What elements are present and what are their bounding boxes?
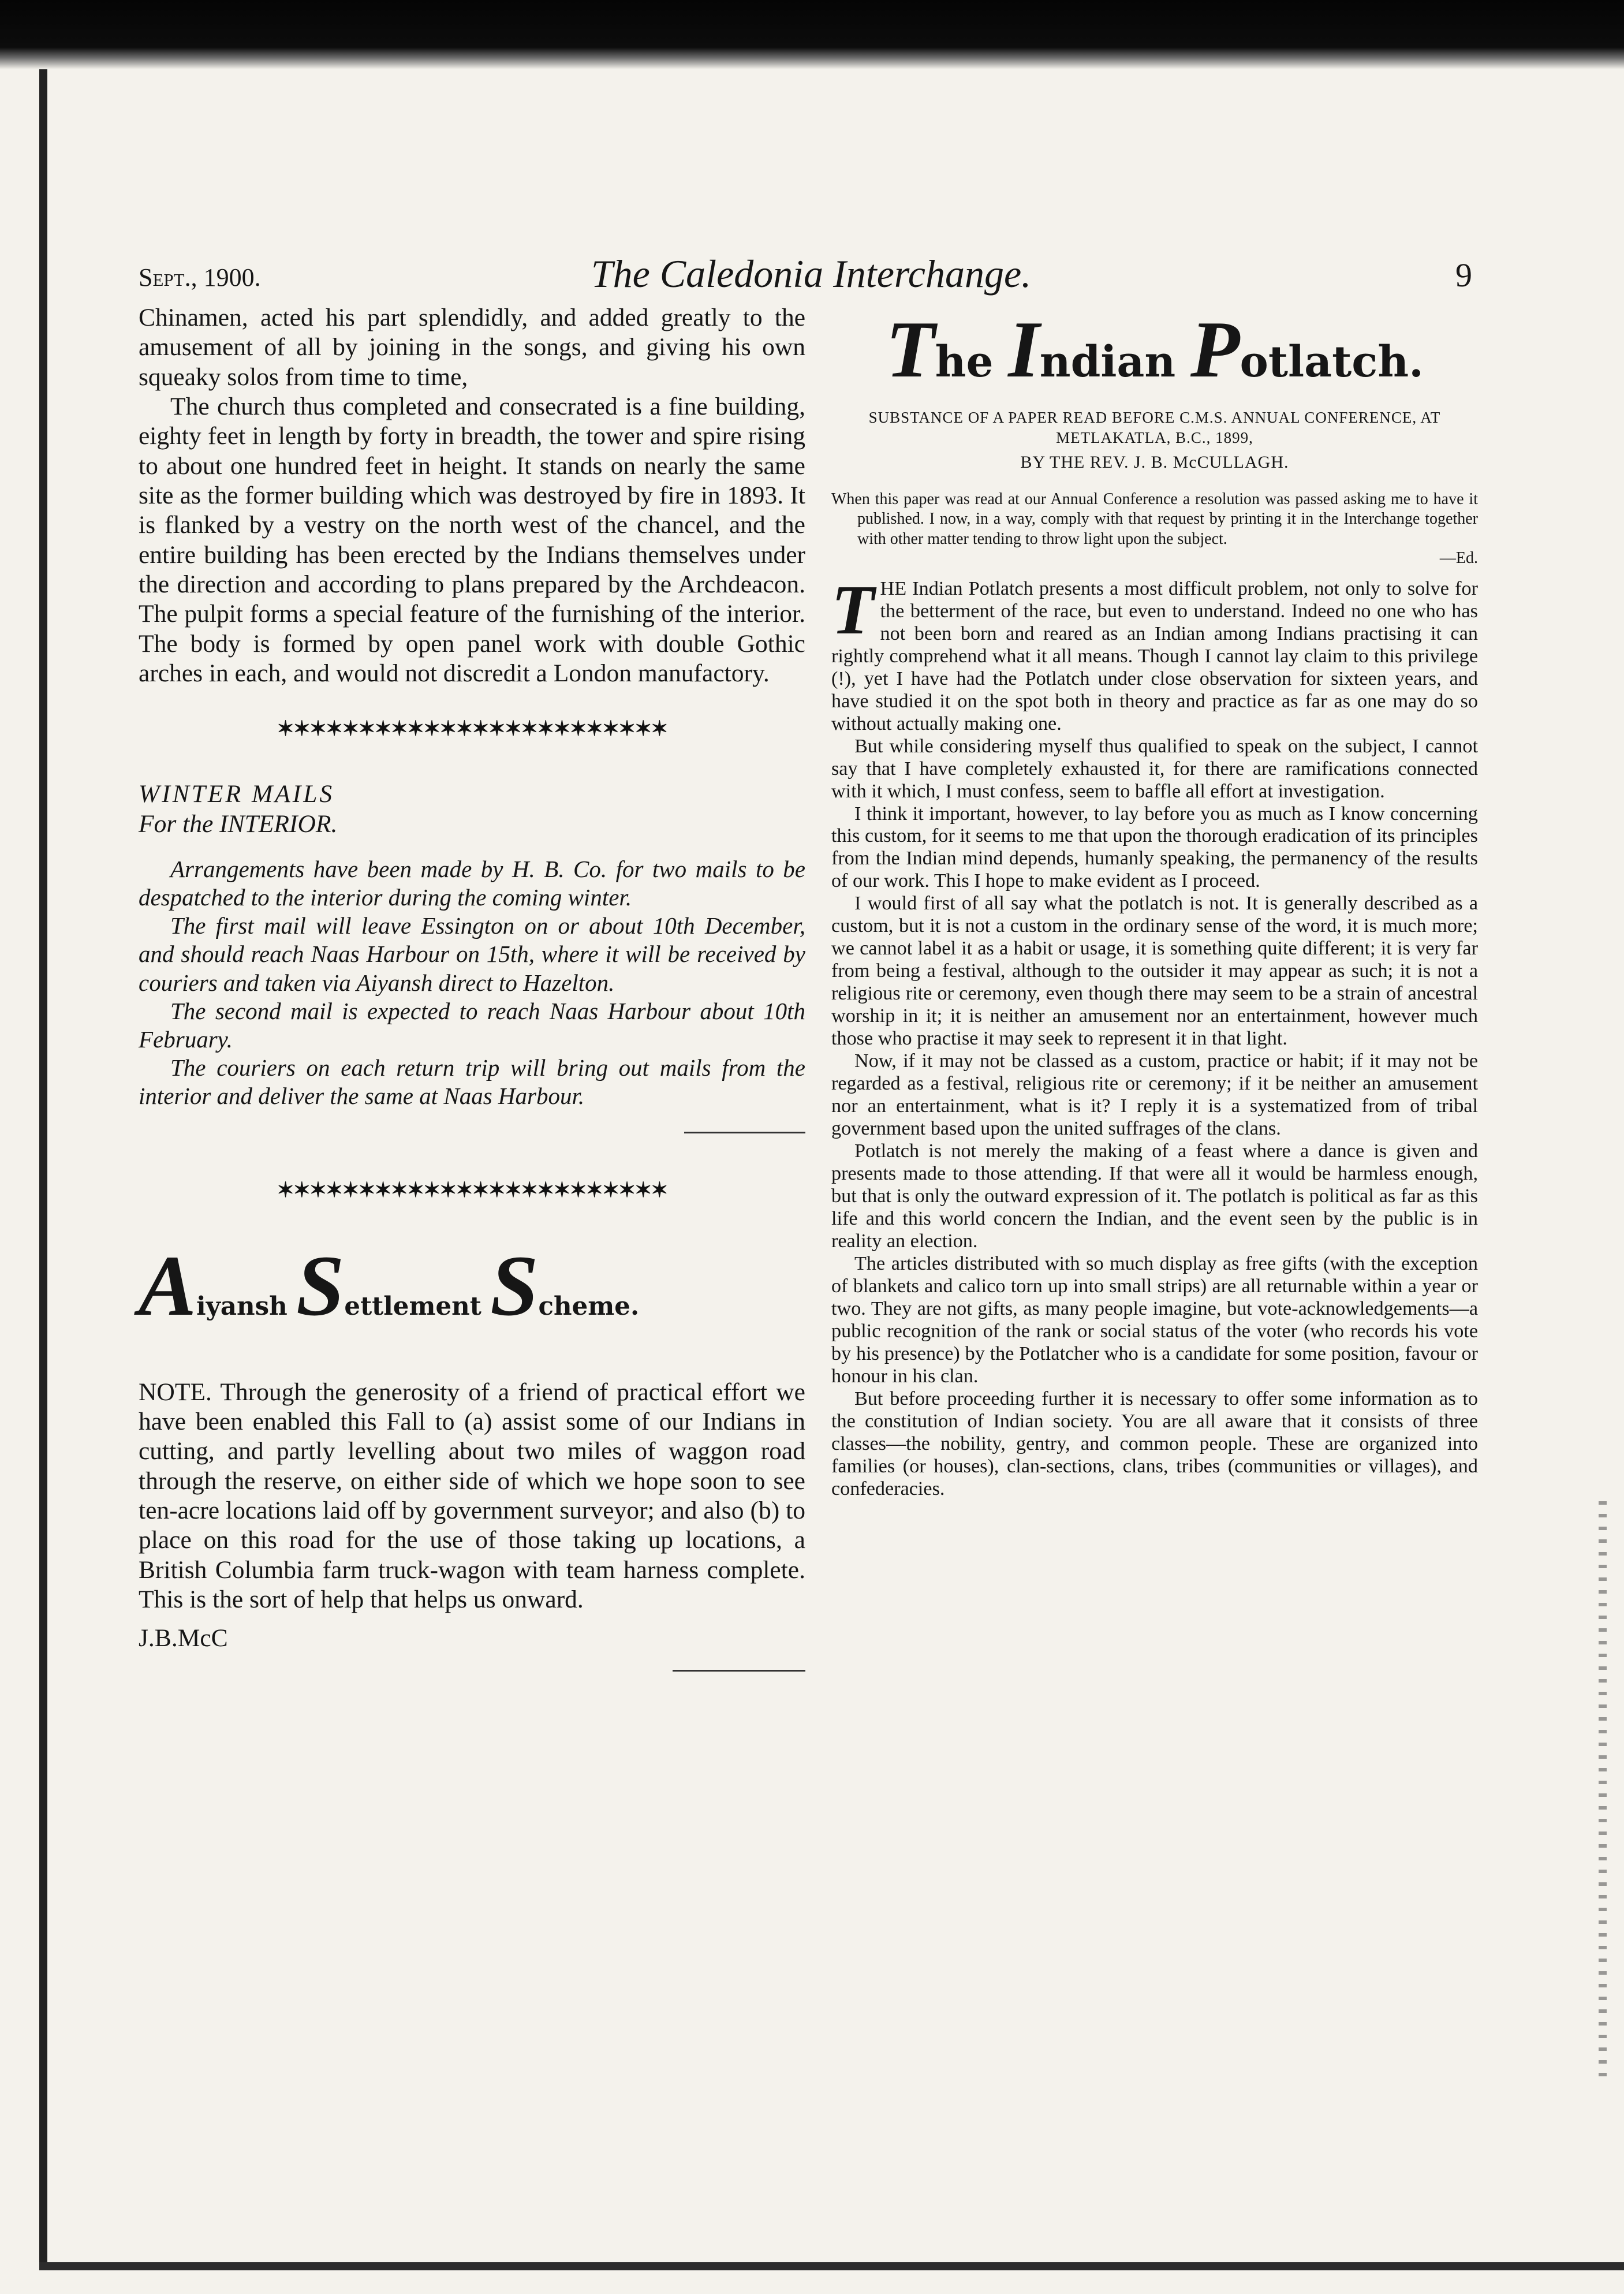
settlement-article: [139, 1235, 805, 1672]
scan-left-border: [39, 69, 47, 2263]
church-paragraph: The church thus completed and consecrated is a fine building, eighty feet in length by forty in breadth, the tower and spire rising to about one hundred feet in height. It stands on nearly the same site as the former building which was destroyed by fire in 1893. It is flanked by a vestry on the north west of the chancel, and the entire building has been erected by the Indians themselves under the direction and according to plans prepared by the Archdeacon. The pulpit forms a special feature of the furnishing of the interior. The body is formed by open panel work with double Gothic arches in each, and would not discredit a London manufactory.: [139, 392, 805, 687]
ornamental-separator: ✶✶✶✶✶✶✶✶✶✶✶✶✶✶✶✶✶✶✶✶✶✶✶✶: [277, 718, 667, 740]
editor-signature: —Ed.: [1439, 549, 1478, 567]
potlatch-paragraph: Now, if it may not be classed as a custom, practice or habit; if it may not be regarded as a festival, religious rite or ceremony; if it be neither an amusement nor an entertainment, what is it? I reply it is a systematized from of tribal government based upon the united suffrages of the clans.: [831, 1050, 1478, 1140]
mails-paragraph: Arrangements have been made by H. B. Co. for two mails to be despatched to the interior during the coming winter.: [139, 855, 805, 911]
potlatch-paragraph: Potlatch is not merely the making of a feast where a dance is given and presents made to those attending. If that were all it would be harmless enough, but that is only the outward expression of it. The potlatch is political as far as this life and this world concern the Indian, and the event seen by the public is in reality an election.: [831, 1140, 1478, 1252]
section-rule: [684, 1132, 805, 1133]
right-column: [831, 303, 1478, 1501]
scan-bottom-border: [39, 2262, 1624, 2270]
settlement-note: NOTE. Through the generosity of a friend of practical effort we have been enabled this Fall to (a) assist some of our Indians in cutting, and partly levelling about two miles of waggon road through the reserve, on either side of which we hope soon to see ten-acre locations laid off by government surveyor; and also (b) to place on this road for the use of those taking up locations, a British Columbia farm truck-wagon with team harness complete. This is the sort of help that helps us onward.: [139, 1378, 805, 1613]
scan-right-edge-noise: [1599, 1501, 1607, 2079]
page-header: [139, 251, 1484, 303]
ornamental-separator: ✶✶✶✶✶✶✶✶✶✶✶✶✶✶✶✶✶✶✶✶✶✶✶✶: [277, 1179, 667, 1200]
potlatch-paragraph: I would first of all say what the potlatch is not. It is generally described as a custom, but it is not a custom in the ordinary sense of the word, it is much more; we cannot label it as a habit or usage, it is something quite different; it is very far from being a festival, although to the outsider it may appear as such; it is not a religious rite or ceremony, even though there may seem to be a strain of ancestral worship in it; it is neither an amusement nor an entertainment, however much those who practise it may seek to represent it in that light.: [831, 893, 1478, 1050]
mails-paragraph: The couriers on each return trip will bring out mails from the interior and deliver the same at Naas Harbour.: [139, 1054, 805, 1110]
paper-substance-line: SUBSTANCE OF A PAPER READ BEFORE C.M.S. ANNUAL CONFERENCE, AT METLAKATLA, B.C., 1899,: [868, 409, 1441, 447]
signature: J.B.McC: [139, 1624, 228, 1653]
page-number: 9: [1455, 256, 1472, 294]
editor-note: When this paper was read at our Annual Conference a resolution was passed asking me to have it published. I now, in a way, comply with that request by printing it in the Interchange together with other matter tending to throw light upon the subject.: [831, 490, 1478, 548]
potlatch-paragraph: The articles distributed with so much display as free gifts (with the exception of blankets and calico torn up into small strips) are all returnable within a year or two. They are not gifts, as many people imagine, but vote-acknowledgements—a public recognition of the rank or social status of the voter (who records his vote by his presence) by the Potlatcher who is a candidate for some position, favour or honour in his clan.: [831, 1253, 1478, 1387]
winter-mails-article: [139, 779, 805, 1133]
mails-paragraph: The second mail is expected to reach Naas Harbour about 10th February.: [139, 997, 805, 1053]
scan-top-border: [0, 0, 1624, 69]
potlatch-first-paragraph: THE Indian Potlatch presents a most difficult problem, not only to solve for the betterment of the race, but even to understand. Indeed no one who has not been born and reared as an Indian among Indians practising it can rightly comprehend what it all means. Though I cannot lay claim to this privilege (!), yet I have had the Potlatch under close observation for sixteen years, and have studied it on the spot both in theory and practice as far as one may do so without actually making one.: [831, 570, 1478, 734]
potlatch-paragraph: I think it important, however, to lay before you as much as I know concerning this custom, for it seems to me that upon the thorough eradication of its principles from the Indian mind depends, humanly speaking, the permanency of the results of our work. This I hope to make evident as I proceed.: [831, 803, 1478, 892]
potlatch-paragraph: But before proceeding further it is necessary to offer some information as to the constitution of Indian society. You are all aware that it consists of three classes—the nobility, gentry, and common people. These are organized into families (or houses), clan-sections, clans, tribes (communities or villages), and confederacies.: [831, 1388, 1478, 1500]
potlatch-body: [831, 570, 1478, 1501]
mails-paragraph: The first mail will leave Essington on or about 10th December, and should reach Naas Harbour on 15th, where it will be received by couriers and taken via Aiyansh direct to Hazelton.: [139, 912, 805, 996]
byline: BY THE REV. J. B. McCULLAGH.: [1020, 453, 1289, 472]
winter-mails-title: WINTER MAILS: [139, 780, 335, 808]
issue-date: Sept., 1900.: [139, 263, 261, 292]
journal-title: The Caledonia Interchange.: [591, 252, 1032, 296]
section-rule: [673, 1670, 805, 1672]
continued-paragraph: Chinamen, acted his part splendidly, and added greatly to the amusement of all by joining in the songs, and giving his own squeaky solos from time to time,: [139, 304, 805, 391]
settlement-title: Aiyansh Settlement Scheme.: [139, 1237, 640, 1334]
potlatch-paragraph: But while considering myself thus qualified to speak on the subject, I cannot say that I have completely exhausted it, for there are ramifications connected with it which, I must confess, seem to baffle all effort at investigation.: [831, 735, 1478, 802]
drop-cap: T: [831, 570, 875, 649]
left-column: [139, 303, 805, 1672]
winter-mails-subtitle: For the INTERIOR.: [139, 810, 338, 838]
potlatch-title: The Indian Potlatch.: [886, 305, 1424, 394]
